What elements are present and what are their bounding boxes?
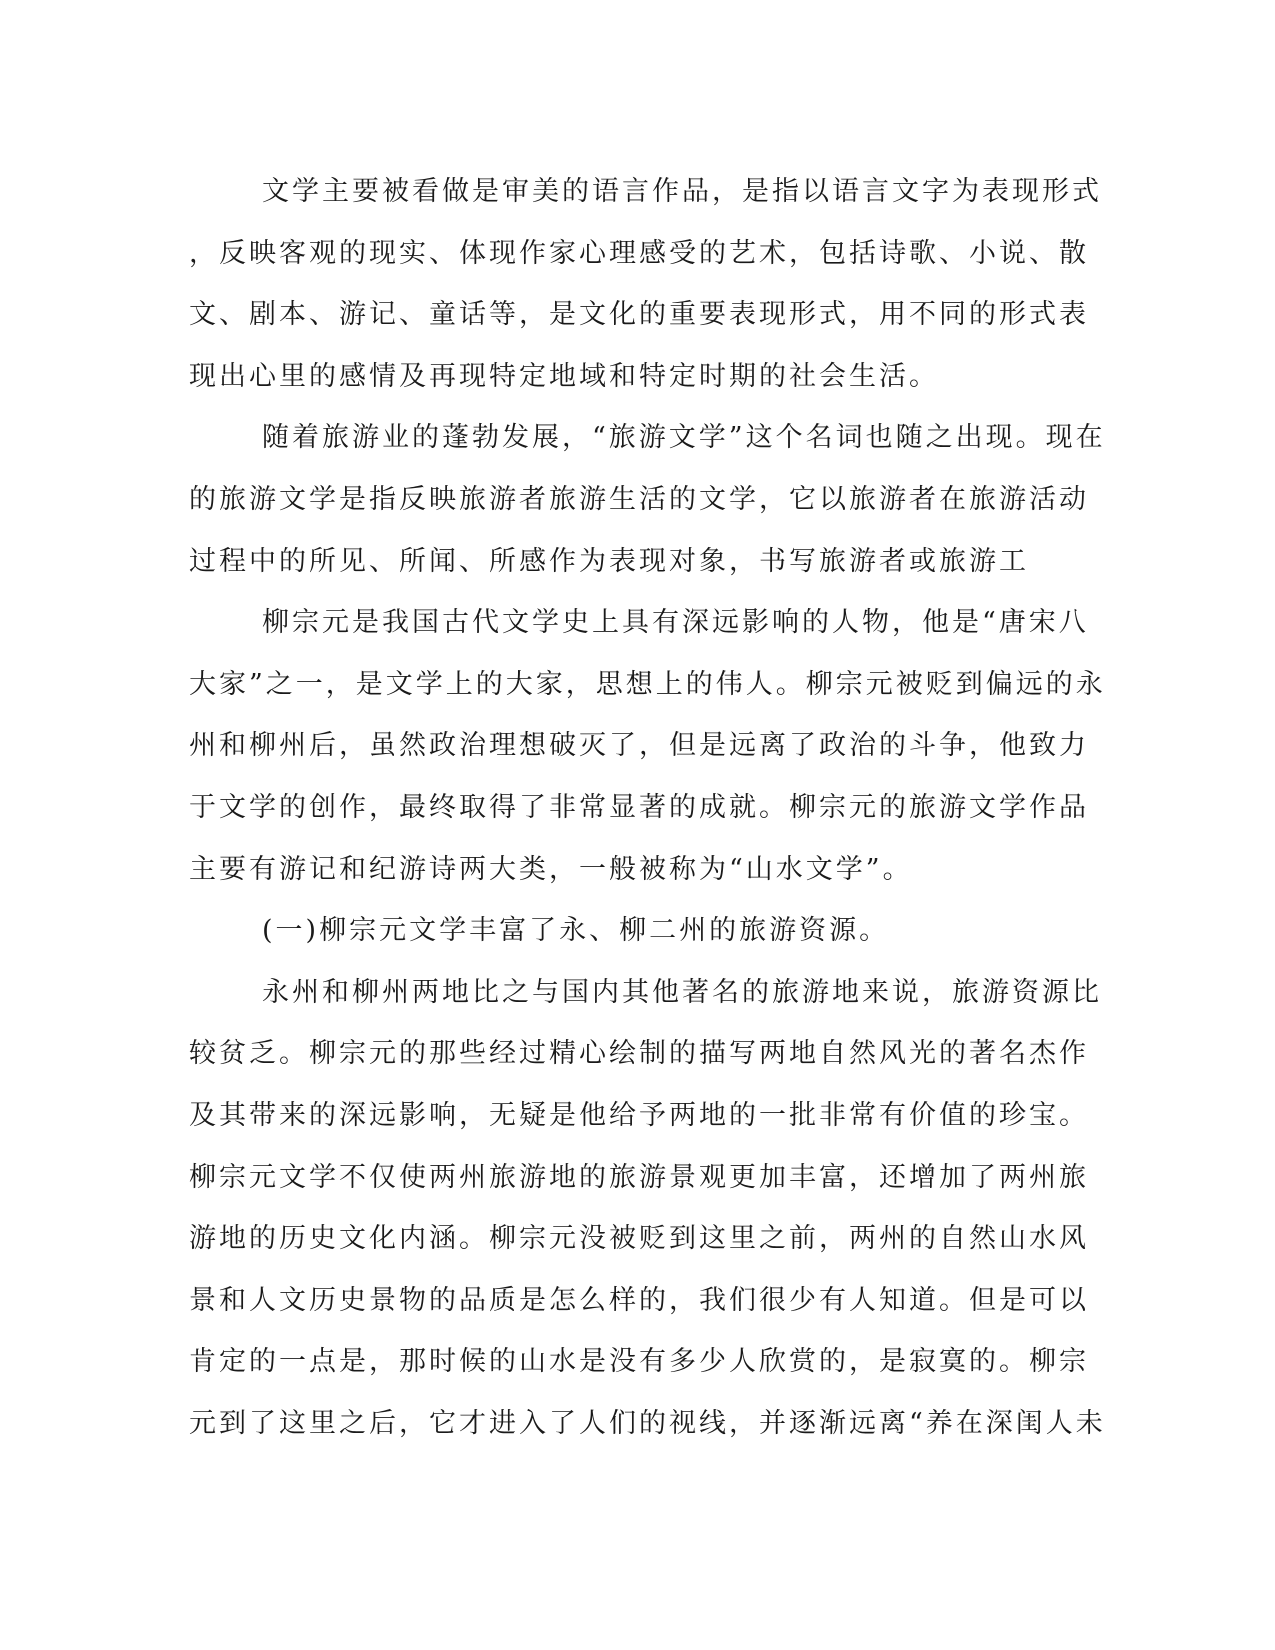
text-line: 随着旅游业的蓬勃发展，“旅游文学”这个名词也随之出现。现在 — [262, 422, 1106, 454]
text-line: 主要有游记和纪游诗两大类，一般被称为“山水文学”。 — [189, 853, 913, 885]
text-line: 柳宗元是我国古代文学史上具有深远影响的人物，他是“唐宋八 — [262, 607, 1089, 639]
paragraph-tourism-resources — [189, 962, 1106, 1455]
text-line: 现出心里的感情及再现特定地域和特定时期的社会生活。 — [189, 360, 939, 392]
document-body — [189, 161, 1106, 1454]
text-line: 文、剧本、游记、童话等，是文化的重要表现形式，用不同的形式表 — [189, 299, 1089, 331]
text-line: 大家”之一，是文学上的大家，思想上的伟人。柳宗元被贬到偏远的永 — [189, 668, 1106, 700]
text-line: (一)柳宗元文学丰富了永、柳二州的旅游资源。 — [262, 915, 890, 947]
text-line: 肯定的一点是，那时候的山水是没有多少人欣赏的，是寂寞的。柳宗 — [189, 1346, 1089, 1378]
text-line: 较贫乏。柳宗元的那些经过精心绘制的描写两地自然风光的著名杰作 — [189, 1038, 1089, 1070]
text-line: 的旅游文学是指反映旅游者旅游生活的文学，它以旅游者在旅游活动 — [189, 483, 1089, 515]
text-line: 永州和柳州两地比之与国内其他著名的旅游地来说，旅游资源比 — [262, 976, 1102, 1008]
section-heading — [189, 900, 1089, 962]
paragraph-liu-zongyuan — [189, 592, 1106, 900]
text-line: 景和人文历史景物的品质是怎么样的，我们很少有人知道。但是可以 — [189, 1284, 1089, 1316]
text-line: 元到了这里之后，它才进入了人们的视线，并逐渐远离“养在深闺人未 — [189, 1407, 1106, 1439]
text-line: ，反映客观的现实、体现作家心理感受的艺术，包括诗歌、小说、散 — [189, 237, 1089, 269]
text-line: 柳宗元文学不仅使两州旅游地的旅游景观更加丰富，还增加了两州旅 — [189, 1161, 1089, 1193]
text-line: 州和柳州后，虽然政治理想破灭了，但是远离了政治的斗争，他致力 — [189, 730, 1089, 762]
text-line: 文学主要被看做是审美的语言作品，是指以语言文字为表现形式 — [262, 176, 1102, 207]
paragraph-literature-definition — [189, 161, 1102, 407]
paragraph-travel-literature — [189, 407, 1106, 592]
text-line: 过程中的所见、所闻、所感作为表现对象，书写旅游者或旅游工 — [189, 545, 1029, 577]
text-line: 于文学的创作，最终取得了非常显著的成就。柳宗元的旅游文学作品 — [189, 791, 1089, 823]
text-line: 及其带来的深远影响，无疑是他给予两地的一批非常有价值的珍宝。 — [189, 1099, 1089, 1131]
text-line: 游地的历史文化内涵。柳宗元没被贬到这里之前，两州的自然山水风 — [189, 1223, 1089, 1255]
